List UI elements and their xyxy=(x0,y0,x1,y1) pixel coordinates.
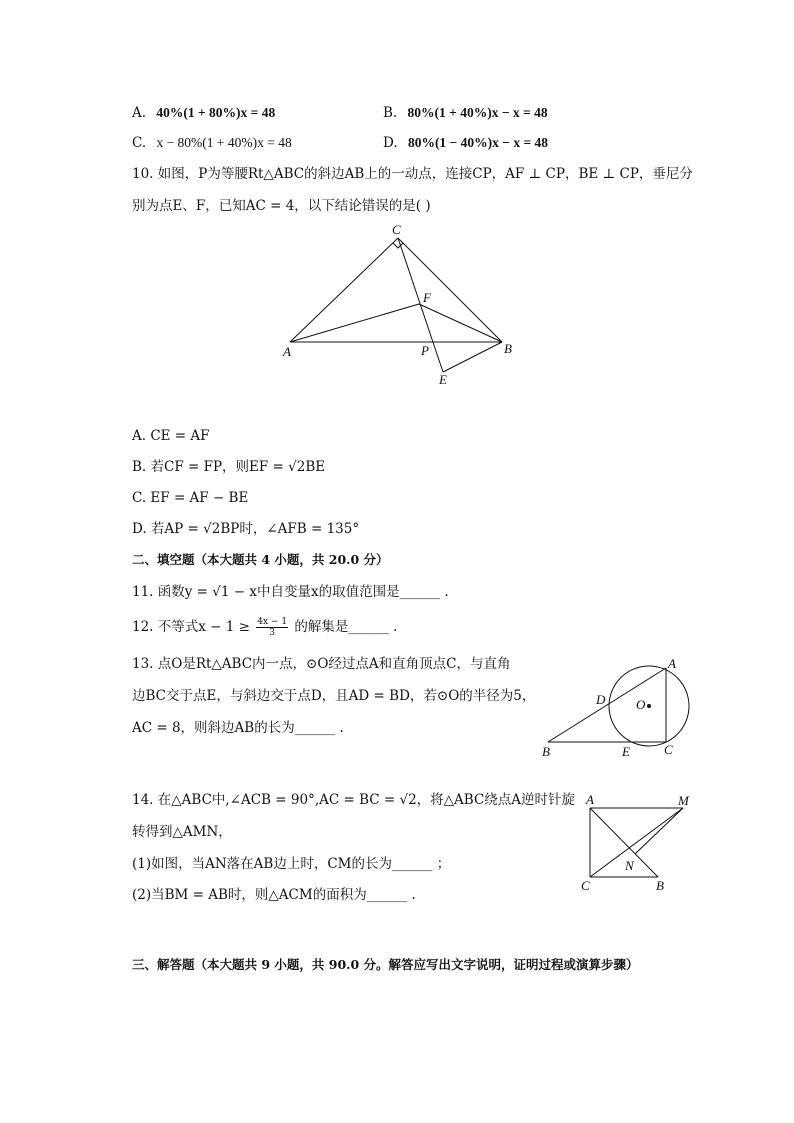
q12-prefix: 12. 不等式x − 1 ≥ xyxy=(132,619,250,635)
label-o: O xyxy=(636,697,646,712)
option-d-label: D. xyxy=(383,135,398,151)
label-a: A xyxy=(586,792,594,807)
option-c-text: x − 80%(1 + 40%)x = 48 xyxy=(156,135,292,150)
option-a-text: 40%(1 + 80%)x = 48 xyxy=(156,105,276,120)
q11: 11. 函数y = √1 − x中自变量x的取值范围是______ . xyxy=(132,584,449,600)
label-e: E xyxy=(439,372,447,387)
label-a: A xyxy=(668,656,676,671)
seg-mn xyxy=(635,808,683,854)
q12 xyxy=(132,617,397,638)
option-b-label: B. xyxy=(383,105,398,121)
q14-line2: 转得到△AMN， xyxy=(132,824,232,840)
label-b: B xyxy=(504,341,512,356)
label-c: C xyxy=(392,222,401,237)
label-b: B xyxy=(656,878,664,893)
seg-ab xyxy=(590,808,658,877)
option-a-label: A. xyxy=(132,105,147,121)
section2-header: 二、填空题（本大题共 4 小题，共 20.0 分） xyxy=(132,552,389,567)
q10-stem-line1: 10. 如图，P为等腰Rt△ABC的斜边AB上的一动点，连接CP，AF ⊥ CP，BE ⊥ CP，垂尼分 xyxy=(132,166,693,182)
label-m: M xyxy=(678,793,689,808)
q12-suffix: 的解集是______ . xyxy=(294,619,398,635)
option-d-text: 80%(1 − 40%)x − x = 48 xyxy=(407,135,549,150)
q10-stem-line2: 别为点E、F，已知AC = 4，以下结论错误的是( ) xyxy=(132,198,431,214)
option-b-text: 80%(1 + 40%)x − x = 48 xyxy=(407,105,548,120)
option-b xyxy=(383,104,548,122)
label-a: A xyxy=(283,344,291,359)
q13-line3: AC = 8，则斜边AB的长为______ . xyxy=(132,720,344,736)
q10-option-b: B. 若CF = FP，则EF = √2BE xyxy=(132,459,326,475)
label-c: C xyxy=(581,878,590,893)
label-b: B xyxy=(542,744,550,759)
seg-cb xyxy=(398,238,502,342)
seg-eb xyxy=(443,342,502,372)
label-p: P xyxy=(421,343,429,358)
q10-option-c: C. EF = AF − BE xyxy=(132,490,249,506)
q13-circle-figure xyxy=(538,652,708,762)
label-f: F xyxy=(423,290,431,305)
seg-cm xyxy=(590,808,683,877)
q10-option-a: A. CE = AF xyxy=(132,428,210,444)
q14-line3: (1)如图，当AN落在AB边上时，CM的长为______ ； xyxy=(132,856,451,872)
option-c-label: C. xyxy=(132,135,147,151)
label-n: N xyxy=(625,858,634,873)
option-a xyxy=(132,104,275,122)
option-c xyxy=(132,134,292,152)
section3-header: 三、解答题（本大题共 9 小题，共 90.0 分。解答应写出文字说明，证明过程或演算步骤） xyxy=(132,957,639,972)
q13-line2: 边BC交于点E，与斜边交于点D，且AD = BD，若⊙O的半径为5， xyxy=(132,688,536,704)
label-c: C xyxy=(664,742,673,757)
q14-rotation-figure xyxy=(578,790,708,900)
q14-line1: 14. 在△ABC中,∠ACB = 90°,AC = BC = √2，将△ABC绕点A逆时针旋 xyxy=(132,792,576,808)
label-e: E xyxy=(622,744,630,759)
q14-line4: (2)当BM = AB时，则△ACM的面积为______ . xyxy=(132,887,416,903)
q13-line1: 13. 点O是Rt△ABC内一点，⊙O经过点A和直角顶点C，与直角 xyxy=(132,656,511,672)
option-d xyxy=(383,134,548,152)
label-d: D xyxy=(596,692,606,707)
center-dot xyxy=(647,704,651,708)
q12-fraction xyxy=(256,617,288,638)
q10-option-d: D. 若AP = √2BP时，∠AFB = 135° xyxy=(132,521,360,537)
q12-denominator: 3 xyxy=(269,628,276,638)
q12-numerator: 4x − 1 xyxy=(257,617,288,627)
q10-triangle-figure xyxy=(280,220,530,390)
